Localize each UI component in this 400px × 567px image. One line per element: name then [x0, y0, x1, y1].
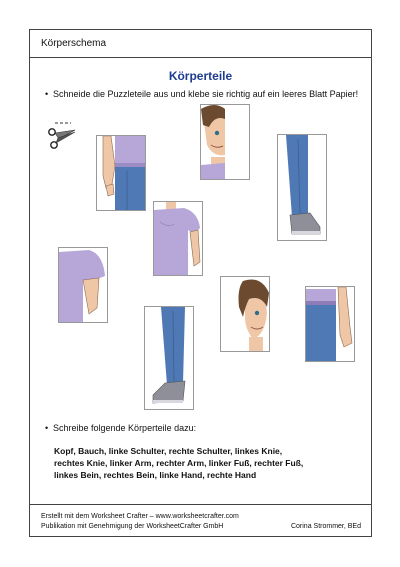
- puzzle-piece-left-hand[interactable]: [305, 286, 355, 362]
- left-hand-drawing: [306, 287, 354, 361]
- left-arm-drawing: [59, 248, 107, 322]
- instruction-cut-text: Schneide die Puzzleteile aus und klebe sie richtig auf ein leeres Blatt Papier!: [53, 89, 359, 99]
- puzzle-piece-leg-foot-left[interactable]: [144, 306, 194, 410]
- header-bar: [30, 30, 371, 58]
- puzzle-piece-head-half[interactable]: [200, 104, 250, 180]
- puzzle-piece-head[interactable]: [220, 276, 270, 352]
- puzzle-piece-shoulder-torso[interactable]: [153, 201, 203, 276]
- right-arm-torso-drawing: [97, 136, 145, 210]
- header-title: Körperschema: [41, 38, 107, 49]
- word-list-line: linkes Bein, rechtes Bein, linke Hand, rechte Hand: [54, 470, 257, 480]
- footer: [30, 504, 371, 537]
- worksheet-page: [29, 29, 372, 537]
- head-drawing: [221, 277, 269, 351]
- footer-publication: Publikation mit Genehmigung der WorksheetCrafter GmbH: [41, 523, 224, 530]
- worksheet-title: Körperteile: [168, 69, 233, 83]
- body-part-word-list: [54, 445, 354, 481]
- leg-foot-right-drawing: [278, 135, 326, 240]
- puzzle-piece-leg-foot-right[interactable]: [277, 134, 327, 241]
- leg-foot-left-drawing: [145, 307, 193, 409]
- footer-author: Corina Strommer, BEd: [290, 523, 361, 530]
- bullet-icon: •: [45, 89, 49, 99]
- bullet-icon: •: [45, 423, 49, 433]
- instruction-write: [45, 422, 363, 434]
- shoulder-torso-drawing: [154, 202, 202, 275]
- puzzle-piece-left-arm[interactable]: [58, 247, 108, 323]
- head-half-drawing: [201, 105, 249, 179]
- instruction-cut: [45, 88, 363, 100]
- puzzle-piece-right-arm-torso[interactable]: [96, 135, 146, 211]
- scissors-icon: [45, 120, 79, 150]
- footer-credit: Erstellt mit dem Worksheet Crafter – www.worksheetcrafter.com: [41, 513, 239, 520]
- word-list-line: rechtes Knie, linker Arm, rechter Arm, linker Fuß, rechter Fuß,: [54, 458, 304, 468]
- instruction-write-text: Schreibe folgende Körperteile dazu:: [53, 423, 197, 433]
- word-list-line: Kopf, Bauch, linke Schulter, rechte Schulter, linkes Knie,: [54, 446, 283, 456]
